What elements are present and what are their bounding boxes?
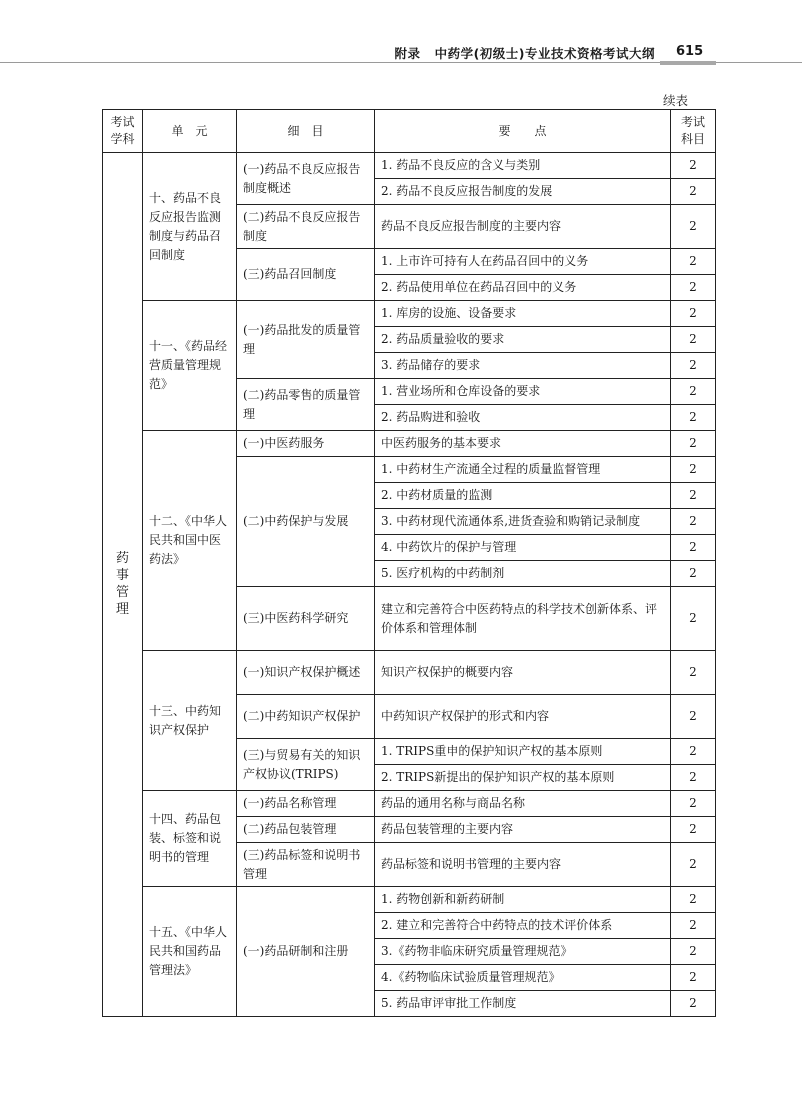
table-row xyxy=(103,791,716,817)
item-cell: (三)药品标签和说明书管理 xyxy=(237,843,375,887)
level-cell: 2 xyxy=(671,817,716,843)
item-cell: (二)药品包装管理 xyxy=(237,817,375,843)
header-title: 中药学(初级士)专业技术资格考试大纲 xyxy=(434,46,655,61)
point-cell: 2. 药品使用单位在药品召回中的义务 xyxy=(375,275,671,301)
table-row xyxy=(103,651,716,695)
point-cell: 3.《药物非临床研究质量管理规范》 xyxy=(375,939,671,965)
unit-cell: 十四、药品包装、标签和说明书的管理 xyxy=(143,791,237,887)
point-cell: 药品不良反应报告制度的主要内容 xyxy=(375,205,671,249)
level-cell: 2 xyxy=(671,739,716,765)
point-cell: 2. TRIPS新提出的保护知识产权的基本原则 xyxy=(375,765,671,791)
item-cell: (二)药品零售的质量管理 xyxy=(237,379,375,431)
continued-label: 续表 xyxy=(663,93,689,108)
table-header-row xyxy=(103,110,716,153)
item-cell: (一)药品批发的质量管理 xyxy=(237,301,375,379)
point-cell: 4. 中药饮片的保护与管理 xyxy=(375,535,671,561)
point-cell: 中医药服务的基本要求 xyxy=(375,431,671,457)
item-cell: (一)知识产权保护概述 xyxy=(237,651,375,695)
item-cell: (一)药品不良反应报告制度概述 xyxy=(237,153,375,205)
level-cell: 2 xyxy=(671,153,716,179)
point-cell: 2. 建立和完善符合中药特点的技术评价体系 xyxy=(375,913,671,939)
header-unit: 单 元 xyxy=(143,110,237,153)
level-cell: 2 xyxy=(671,695,716,739)
unit-cell: 十三、中药知识产权保护 xyxy=(143,651,237,791)
table-row xyxy=(103,153,716,179)
syllabus-table xyxy=(102,109,716,1017)
level-cell: 2 xyxy=(671,275,716,301)
level-cell: 2 xyxy=(671,509,716,535)
level-cell: 2 xyxy=(671,483,716,509)
level-cell: 2 xyxy=(671,651,716,695)
table-row xyxy=(103,301,716,327)
point-cell: 4.《药物临床试验质量管理规范》 xyxy=(375,965,671,991)
item-cell: (一)药品名称管理 xyxy=(237,791,375,817)
point-cell: 知识产权保护的概要内容 xyxy=(375,651,671,695)
header-section: 附录 xyxy=(394,46,421,61)
point-cell: 5. 药品审评审批工作制度 xyxy=(375,991,671,1017)
point-cell: 2. 药品购进和验收 xyxy=(375,405,671,431)
page-number-bar xyxy=(660,61,716,65)
header-subject: 考试学科 xyxy=(103,110,143,153)
level-cell: 2 xyxy=(671,587,716,651)
level-cell: 2 xyxy=(671,301,716,327)
point-cell: 中药知识产权保护的形式和内容 xyxy=(375,695,671,739)
item-cell: (二)中药保护与发展 xyxy=(237,457,375,587)
unit-cell: 十五、《中华人民共和国药品管理法》 xyxy=(143,887,237,1017)
item-cell: (二)中药知识产权保护 xyxy=(237,695,375,739)
level-cell: 2 xyxy=(671,379,716,405)
header-point: 要 点 xyxy=(375,110,671,153)
level-cell: 2 xyxy=(671,457,716,483)
point-cell: 药品的通用名称与商品名称 xyxy=(375,791,671,817)
item-cell: (一)药品研制和注册 xyxy=(237,887,375,1017)
item-cell: (一)中医药服务 xyxy=(237,431,375,457)
level-cell: 2 xyxy=(671,405,716,431)
level-cell: 2 xyxy=(671,535,716,561)
point-cell: 1. TRIPS重申的保护知识产权的基本原则 xyxy=(375,739,671,765)
running-header xyxy=(395,44,707,62)
item-cell: (三)药品召回制度 xyxy=(237,249,375,301)
point-cell: 2. 药品不良反应报告制度的发展 xyxy=(375,179,671,205)
point-cell: 药品标签和说明书管理的主要内容 xyxy=(375,843,671,887)
table-row xyxy=(103,887,716,913)
point-cell: 2. 中药材质量的监测 xyxy=(375,483,671,509)
level-cell: 2 xyxy=(671,205,716,249)
level-cell: 2 xyxy=(671,939,716,965)
level-cell: 2 xyxy=(671,327,716,353)
level-cell: 2 xyxy=(671,179,716,205)
level-cell: 2 xyxy=(671,991,716,1017)
unit-cell: 十一、《药品经营质量管理规范》 xyxy=(143,301,237,431)
unit-cell: 十、药品不良反应报告监测制度与药品召回制度 xyxy=(143,153,237,301)
level-cell: 2 xyxy=(671,791,716,817)
header-item: 细 目 xyxy=(237,110,375,153)
level-cell: 2 xyxy=(671,561,716,587)
level-cell: 2 xyxy=(671,913,716,939)
subject-cell: 药事管理 xyxy=(103,153,143,1017)
header-level: 考试科目 xyxy=(671,110,716,153)
point-cell: 1. 营业场所和仓库设备的要求 xyxy=(375,379,671,405)
item-cell: (三)与贸易有关的知识产权协议(TRIPS) xyxy=(237,739,375,791)
point-cell: 1. 药物创新和新药研制 xyxy=(375,887,671,913)
page-number: 615 xyxy=(676,44,704,59)
level-cell: 2 xyxy=(671,887,716,913)
table-body xyxy=(103,153,716,1017)
point-cell: 药品包装管理的主要内容 xyxy=(375,817,671,843)
table-row xyxy=(103,431,716,457)
item-cell: (三)中医药科学研究 xyxy=(237,587,375,651)
level-cell: 2 xyxy=(671,843,716,887)
point-cell: 1. 药品不良反应的含义与类别 xyxy=(375,153,671,179)
point-cell: 1. 上市许可持有人在药品召回中的义务 xyxy=(375,249,671,275)
level-cell: 2 xyxy=(671,249,716,275)
point-cell: 1. 中药材生产流通全过程的质量监督管理 xyxy=(375,457,671,483)
level-cell: 2 xyxy=(671,353,716,379)
level-cell: 2 xyxy=(671,765,716,791)
point-cell: 建立和完善符合中医药特点的科学技术创新体系、评价体系和管理体制 xyxy=(375,587,671,651)
level-cell: 2 xyxy=(671,965,716,991)
point-cell: 3. 中药材现代流通体系,进货查验和购销记录制度 xyxy=(375,509,671,535)
point-cell: 1. 库房的设施、设备要求 xyxy=(375,301,671,327)
level-cell: 2 xyxy=(671,431,716,457)
point-cell: 5. 医疗机构的中药制剂 xyxy=(375,561,671,587)
point-cell: 3. 药品储存的要求 xyxy=(375,353,671,379)
point-cell: 2. 药品质量验收的要求 xyxy=(375,327,671,353)
unit-cell: 十二、《中华人民共和国中医药法》 xyxy=(143,431,237,651)
item-cell: (二)药品不良反应报告制度 xyxy=(237,205,375,249)
